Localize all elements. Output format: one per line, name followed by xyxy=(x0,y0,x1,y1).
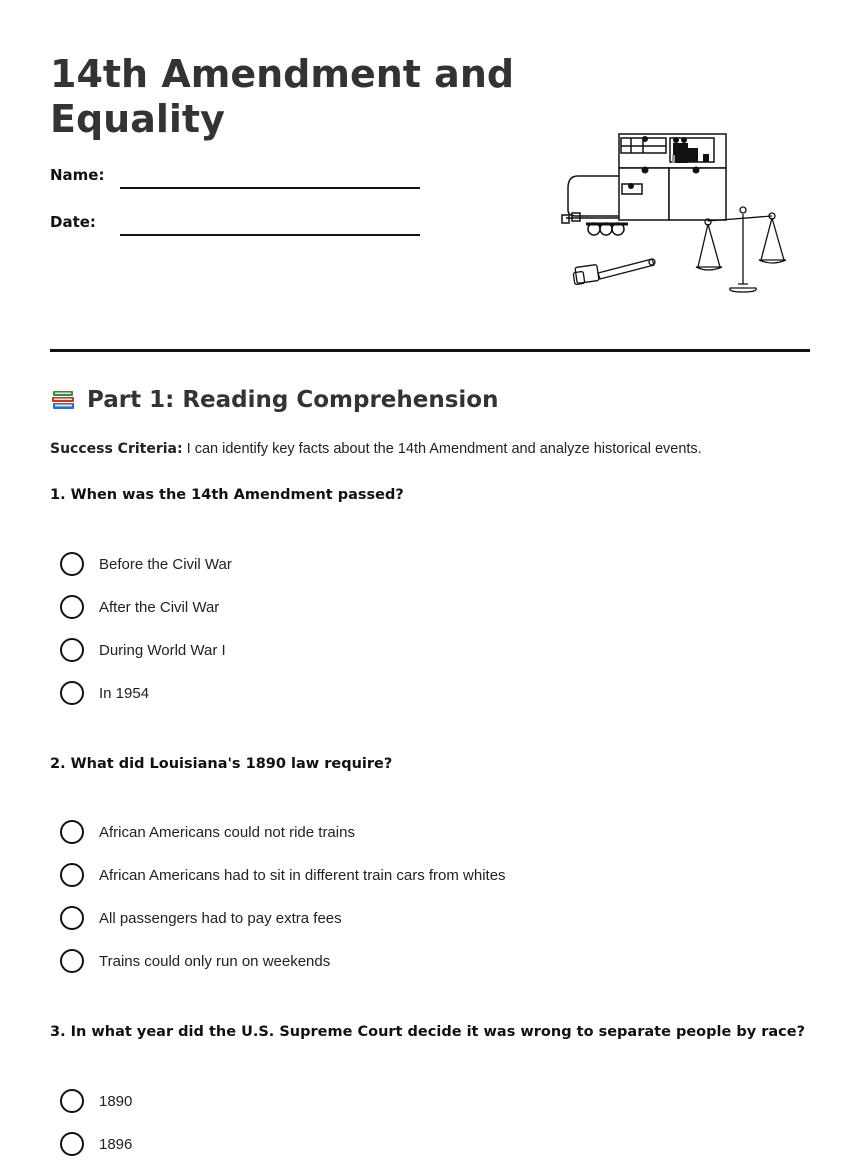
q1-option-1[interactable] xyxy=(60,551,232,577)
section-title: Part 1: Reading Comprehension xyxy=(87,387,499,413)
option-label: Trains could only run on weekends xyxy=(99,952,331,970)
books-icon xyxy=(50,386,78,414)
option-label: In 1954 xyxy=(99,684,150,702)
option-label: After the Civil War xyxy=(99,598,220,616)
worksheet-title: 14th Amendment and Equality xyxy=(50,52,515,141)
question-3-text: 3. In what year did the U.S. Supreme Court decide it was wrong to separate people by race? xyxy=(50,1024,806,1040)
radio-button[interactable] xyxy=(60,949,84,973)
option-label: 1896 xyxy=(99,1135,133,1153)
q1-option-2[interactable] xyxy=(60,594,219,620)
option-label: African Americans could not ride trains xyxy=(99,823,355,841)
section-heading xyxy=(50,386,498,414)
date-field-line[interactable] xyxy=(120,234,420,236)
option-label: African Americans had to sit in different train cars from whites xyxy=(99,866,506,884)
radio-button[interactable] xyxy=(60,1132,84,1156)
option-label: Before the Civil War xyxy=(99,555,232,573)
date-label: Date: xyxy=(50,213,96,231)
radio-button[interactable] xyxy=(60,638,84,662)
train-icon xyxy=(562,134,726,235)
question-2-text: 2. What did Louisiana's 1890 law require? xyxy=(50,756,393,772)
q3-option-2[interactable] xyxy=(60,1131,132,1157)
name-label: Name: xyxy=(50,166,105,184)
question-1-text: 1. When was the 14th Amendment passed? xyxy=(50,487,404,503)
name-field-line[interactable] xyxy=(120,187,420,189)
option-label: During World War I xyxy=(99,641,226,659)
success-criteria xyxy=(50,441,702,457)
radio-button[interactable] xyxy=(60,906,84,930)
q3-option-1[interactable] xyxy=(60,1088,132,1114)
radio-button[interactable] xyxy=(60,820,84,844)
radio-button[interactable] xyxy=(60,863,84,887)
radio-button[interactable] xyxy=(60,1089,84,1113)
q2-option-4[interactable] xyxy=(60,948,330,974)
q1-option-4[interactable] xyxy=(60,680,149,706)
success-criteria-label: Success Criteria: xyxy=(50,441,183,457)
section-divider xyxy=(50,349,810,352)
radio-button[interactable] xyxy=(60,681,84,705)
q1-option-3[interactable] xyxy=(60,637,226,663)
gavel-icon xyxy=(573,259,655,285)
scales-of-justice-icon xyxy=(696,207,786,292)
radio-button[interactable] xyxy=(60,595,84,619)
q2-option-2[interactable] xyxy=(60,862,506,888)
q2-option-3[interactable] xyxy=(60,905,342,931)
train-scales-gavel-illustration xyxy=(558,126,790,296)
radio-button[interactable] xyxy=(60,552,84,576)
q2-option-1[interactable] xyxy=(60,819,355,845)
option-label: All passengers had to pay extra fees xyxy=(99,909,342,927)
option-label: 1890 xyxy=(99,1092,133,1110)
success-criteria-text: I can identify key facts about the 14th Amendment and analyze historical events. xyxy=(182,441,702,457)
